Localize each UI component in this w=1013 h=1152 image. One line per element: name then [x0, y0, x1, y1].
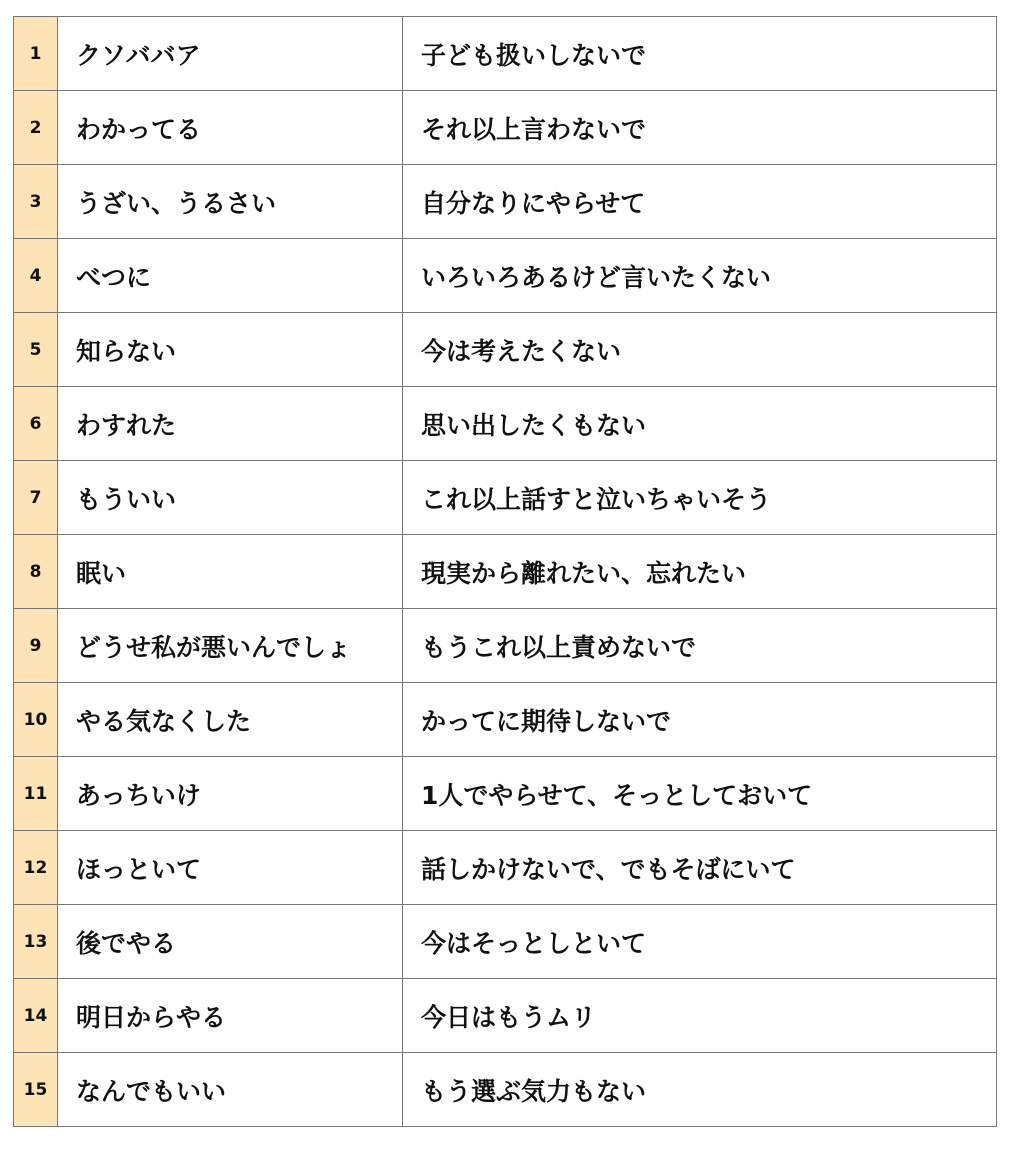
phrase-cell: あっちいけ	[58, 757, 403, 831]
meaning-cell: 今は考えたくない	[403, 313, 997, 387]
meaning-cell: かってに期待しないで	[403, 683, 997, 757]
meaning-cell: 1人でやらせて、そっとしておいて	[403, 757, 997, 831]
row-number: 10	[14, 683, 58, 757]
meaning-cell: 今日はもうムリ	[403, 979, 997, 1053]
row-number: 14	[14, 979, 58, 1053]
row-number: 11	[14, 757, 58, 831]
table-row	[14, 17, 997, 91]
row-number: 13	[14, 905, 58, 979]
phrase-translation-table	[13, 16, 997, 1127]
meaning-cell: 現実から離れたい、忘れたい	[403, 535, 997, 609]
table-row	[14, 387, 997, 461]
meaning-cell: 思い出したくもない	[403, 387, 997, 461]
meaning-cell: 話しかけないで、でもそばにいて	[403, 831, 997, 905]
table-row	[14, 535, 997, 609]
meaning-cell: 自分なりにやらせて	[403, 165, 997, 239]
meaning-cell: いろいろあるけど言いたくない	[403, 239, 997, 313]
phrase-cell: うざい、うるさい	[58, 165, 403, 239]
row-number: 12	[14, 831, 58, 905]
table-row	[14, 313, 997, 387]
table-row	[14, 609, 997, 683]
phrase-cell: 眠い	[58, 535, 403, 609]
table-row	[14, 239, 997, 313]
table-row	[14, 683, 997, 757]
row-number: 2	[14, 91, 58, 165]
phrase-cell: わすれた	[58, 387, 403, 461]
phrase-cell: やる気なくした	[58, 683, 403, 757]
meaning-cell: 子ども扱いしないで	[403, 17, 997, 91]
table-row	[14, 979, 997, 1053]
table-row	[14, 165, 997, 239]
row-number: 7	[14, 461, 58, 535]
phrase-cell: ほっといて	[58, 831, 403, 905]
meaning-cell: これ以上話すと泣いちゃいそう	[403, 461, 997, 535]
row-number: 6	[14, 387, 58, 461]
row-number: 15	[14, 1053, 58, 1127]
table-row	[14, 461, 997, 535]
meaning-cell: もう選ぶ気力もない	[403, 1053, 997, 1127]
meaning-cell: それ以上言わないで	[403, 91, 997, 165]
row-number: 4	[14, 239, 58, 313]
phrase-cell: わかってる	[58, 91, 403, 165]
row-number: 9	[14, 609, 58, 683]
phrase-cell: 明日からやる	[58, 979, 403, 1053]
table-row	[14, 91, 997, 165]
row-number: 3	[14, 165, 58, 239]
phrase-cell: どうせ私が悪いんでしょ	[58, 609, 403, 683]
phrase-cell: 後でやる	[58, 905, 403, 979]
meaning-cell: 今はそっとしといて	[403, 905, 997, 979]
phrase-cell: もういい	[58, 461, 403, 535]
table-row	[14, 831, 997, 905]
table-row	[14, 905, 997, 979]
phrase-cell: クソババア	[58, 17, 403, 91]
meaning-cell: もうこれ以上責めないで	[403, 609, 997, 683]
phrase-cell: べつに	[58, 239, 403, 313]
phrase-cell: 知らない	[58, 313, 403, 387]
row-number: 8	[14, 535, 58, 609]
table-row	[14, 757, 997, 831]
row-number: 1	[14, 17, 58, 91]
table-row	[14, 1053, 997, 1127]
row-number: 5	[14, 313, 58, 387]
table-body	[14, 17, 997, 1127]
phrase-cell: なんでもいい	[58, 1053, 403, 1127]
